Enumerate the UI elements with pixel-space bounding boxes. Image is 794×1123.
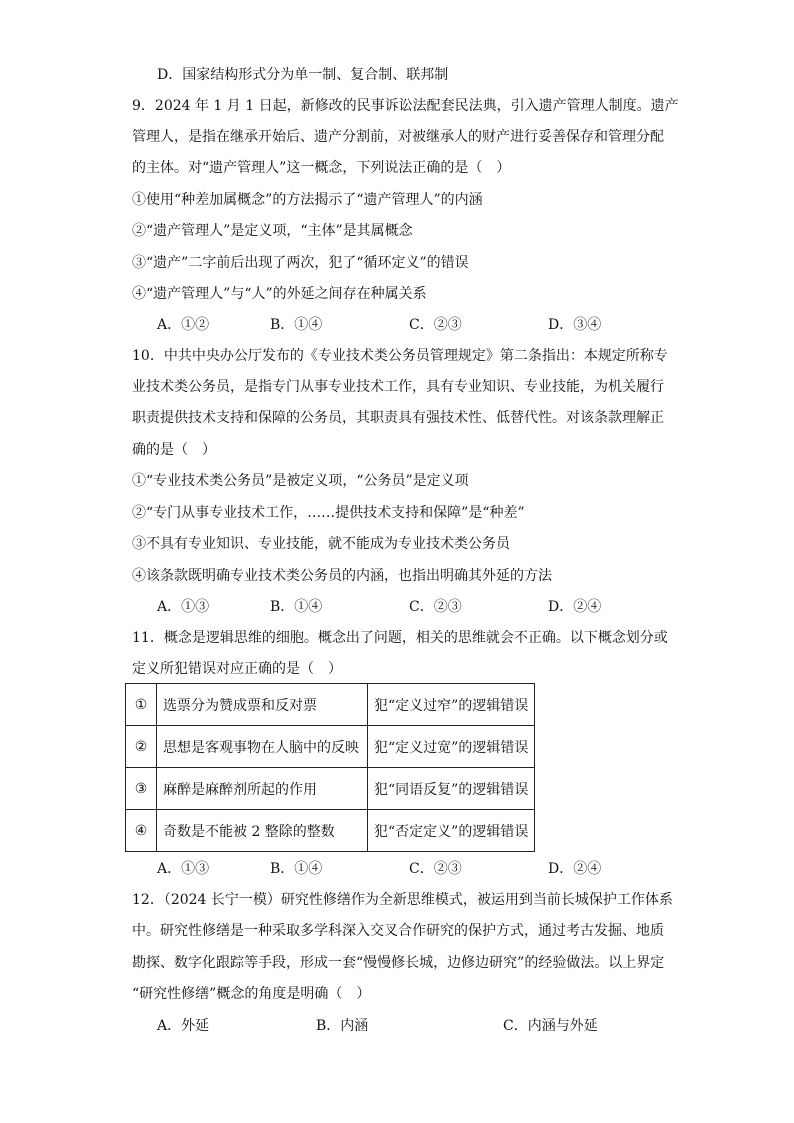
q10-option-b[interactable]: B．①④ bbox=[270, 599, 323, 615]
table-cell-num: ① bbox=[126, 684, 157, 726]
q9-stem-line: 的主体。对“遗产管理人”这一概念，下列说法正确的是（ ） bbox=[132, 160, 511, 176]
q9-option-a[interactable]: A．①② bbox=[157, 317, 210, 333]
table-cell-error: 犯“定义过窄”的逻辑错误 bbox=[368, 684, 535, 726]
table-row bbox=[126, 810, 535, 852]
q12-stem-line: “研究性修缮”概念的角度是明确（ ） bbox=[132, 986, 371, 1002]
q10-statement: ③不具有专业知识、专业技能，就不能成为专业技术类公务员 bbox=[132, 536, 510, 552]
q8-option-d: D．国家结构形式分为单一制、复合制、联邦制 bbox=[157, 67, 449, 83]
table-cell-item: 选票分为赞成票和反对票 bbox=[157, 684, 368, 726]
q11-table bbox=[125, 683, 535, 852]
q12-stem-line: 勘探、数字化跟踪等手段，形成一套“慢慢修长城，边修边研究”的经验做法。以上界定 bbox=[132, 955, 665, 971]
q9-statement: ①使用“种差加属概念”的方法揭示了“遗产管理人”的内涵 bbox=[132, 192, 483, 208]
table-row bbox=[126, 768, 535, 810]
table-cell-item: 奇数是不能被 2 整除的整数 bbox=[157, 810, 368, 852]
table-cell-num: ④ bbox=[126, 810, 157, 852]
q9-statement: ②“遗产管理人”是定义项，“主体”是其属概念 bbox=[132, 223, 413, 239]
q12-option-b[interactable]: B．内涵 bbox=[316, 1018, 369, 1034]
q11-option-d[interactable]: D．②④ bbox=[548, 861, 602, 877]
q12-options bbox=[157, 1016, 677, 1036]
q10-stem-line: 10．中共中央办公厅发布的《专业技术类公务员管理规定》第二条指出：本规定所称专 bbox=[132, 348, 668, 364]
q10-stem-line: 业技术类公务员，是指专门从事专业技术工作，具有专业知识、专业技能，为机关履行 bbox=[132, 379, 664, 395]
q10-option-c[interactable]: C．②③ bbox=[409, 599, 462, 615]
q9-statement: ③“遗产”二字前后出现了两次，犯了“循环定义”的错误 bbox=[132, 255, 469, 271]
q9-option-b[interactable]: B．①④ bbox=[270, 317, 323, 333]
table-cell-num: ② bbox=[126, 726, 157, 768]
table-row bbox=[126, 726, 535, 768]
q11-option-a[interactable]: A．①③ bbox=[157, 861, 210, 877]
q11-stem-line: 定义所犯错误对应正确的是（ ） bbox=[132, 661, 342, 677]
q10-statement: ④该条款既明确专业技术类公务员的内涵，也指出明确其外延的方法 bbox=[132, 568, 552, 584]
table-cell-error: 犯“同语反复”的逻辑错误 bbox=[368, 768, 535, 810]
q11-options bbox=[157, 859, 677, 879]
q10-stem-line: 职责提供技术支持和保障的公务员，其职责具有强技术性、低替代性。对该条款理解正 bbox=[132, 410, 664, 426]
table-cell-error: 犯“否定定义”的逻辑错误 bbox=[368, 810, 535, 852]
table-cell-num: ③ bbox=[126, 768, 157, 810]
q11-stem-line: 11．概念是逻辑思维的细胞。概念出了问题，相关的思维就会不正确。以下概念划分或 bbox=[132, 630, 668, 646]
q9-statement: ④“遗产管理人”与“人”的外延之间存在种属关系 bbox=[132, 286, 427, 302]
q10-statement: ②“专门从事专业技术工作，……提供技术支持和保障”是“种差” bbox=[132, 505, 525, 521]
table-cell-item: 麻醉是麻醉剂所起的作用 bbox=[157, 768, 368, 810]
q12-stem-line: 12．（2024 长宁一模）研究性修缮作为全新思维模式，被运用到当前长城保护工作体系 bbox=[132, 892, 673, 908]
q10-stem-line: 确的是（ ） bbox=[132, 442, 216, 458]
q10-option-a[interactable]: A．①③ bbox=[157, 599, 210, 615]
table-cell-error: 犯“定义过宽”的逻辑错误 bbox=[368, 726, 535, 768]
q12-option-a[interactable]: A．外延 bbox=[157, 1018, 210, 1034]
q9-option-c[interactable]: C．②③ bbox=[409, 317, 462, 333]
table-cell-item: 思想是客观事物在人脑中的反映 bbox=[157, 726, 368, 768]
q10-option-d[interactable]: D．②④ bbox=[548, 599, 602, 615]
q11-option-b[interactable]: B．①④ bbox=[270, 861, 323, 877]
q12-option-c[interactable]: C．内涵与外延 bbox=[503, 1018, 598, 1034]
q10-statement: ①“专业技术类公务员”是被定义项，“公务员”是定义项 bbox=[132, 473, 469, 489]
q11-option-c[interactable]: C．②③ bbox=[409, 861, 462, 877]
q12-stem-line: 中。研究性修缮是一种采取多学科深入交叉合作研究的保护方式，通过考古发掘、地质 bbox=[132, 923, 664, 939]
table-row bbox=[126, 684, 535, 726]
q9-option-d[interactable]: D．③④ bbox=[548, 317, 602, 333]
q9-stem-line: 9．2024 年 1 月 1 日起，新修改的民事诉讼法配套民法典，引入遗产管理人制度。遗产 bbox=[132, 98, 679, 114]
q10-options bbox=[157, 597, 677, 617]
q9-stem-line: 管理人，是指在继承开始后、遗产分割前，对被继承人的财产进行妥善保存和管理分配 bbox=[132, 129, 664, 145]
q9-options bbox=[157, 315, 677, 335]
